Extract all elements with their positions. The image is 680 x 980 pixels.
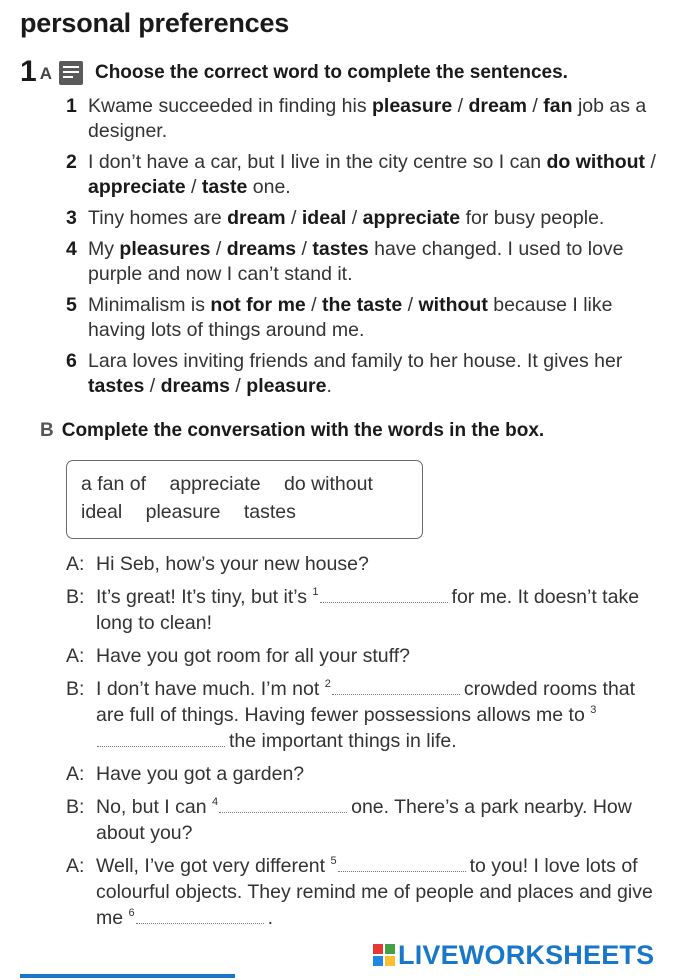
item-number: 6	[66, 350, 77, 372]
dialogue-line	[66, 551, 666, 577]
logo-square	[372, 943, 384, 955]
item-text	[88, 206, 666, 231]
sentence-text: /	[230, 375, 247, 397]
word-box-word: do without	[283, 473, 373, 495]
dialogue-text	[96, 761, 666, 787]
sentence-text: /	[527, 95, 544, 117]
answer-blank[interactable]	[332, 677, 460, 695]
item-number: 1	[66, 95, 77, 117]
sentence-text: Kwame succeeded in finding his	[88, 95, 372, 117]
part-a-instruction: Choose the correct word to complete the sentences.	[94, 62, 568, 83]
sentence-text: .	[267, 907, 274, 929]
dialogue-text	[96, 853, 666, 931]
word-option[interactable]: fan	[543, 95, 573, 117]
dialogue-text	[96, 643, 666, 669]
item-number: 3	[66, 207, 77, 229]
dialogue-line	[66, 584, 666, 636]
item-number: 5	[66, 294, 77, 316]
exercise-1a-header	[20, 56, 568, 88]
sentence-text: crowded rooms that are full of things. Having fewer possessions allows me to	[96, 678, 636, 726]
word-option[interactable]: taste	[201, 176, 248, 198]
sentence-text: for busy people.	[460, 207, 605, 229]
sentence-text: /	[346, 207, 363, 229]
dialogue-line	[66, 794, 666, 846]
word-option[interactable]: pleasure	[246, 375, 327, 397]
sentence-item	[66, 94, 666, 144]
sentence-text: the important things in life.	[229, 730, 457, 752]
word-option[interactable]: without	[418, 294, 488, 316]
sentence-text: /	[296, 238, 313, 260]
part-b-letter: B	[40, 420, 54, 441]
dialogue-line	[66, 676, 666, 754]
sentence-text: /	[185, 176, 202, 198]
logo-square	[372, 955, 384, 967]
word-box-word: tastes	[243, 501, 296, 523]
word-option[interactable]: ideal	[301, 207, 347, 229]
item-text	[88, 237, 666, 287]
speaker-label: A:	[66, 855, 85, 877]
sentence-item	[66, 206, 666, 231]
sentence-text: I don’t have a car, but I live in the city centre so I can	[88, 151, 547, 173]
sentence-text: because I like having lots of things around me.	[88, 294, 613, 341]
sentence-text: have changed. I used to love purple and now I can’t stand it.	[88, 238, 624, 285]
liveworksheets-logo-icon	[372, 943, 396, 967]
sentence-text: Minimalism is	[88, 294, 211, 316]
word-option[interactable]: dreams	[160, 375, 231, 397]
gap-number: 5	[330, 855, 337, 867]
item-number: 4	[66, 238, 77, 260]
sentence-text: job as a designer.	[88, 95, 647, 142]
part-b-header	[40, 420, 544, 442]
sentence-text: to you! I love lots of colourful objects. They remind me of people and places and give me	[96, 855, 653, 929]
part-a-letter: A	[39, 64, 52, 83]
liveworksheets-logo	[372, 940, 654, 970]
sentence-text: one. There’s a park nearby. How about you?	[96, 796, 632, 844]
word-option[interactable]: do without	[546, 151, 646, 173]
word-option[interactable]: dream	[227, 207, 286, 229]
word-option[interactable]: tastes	[88, 375, 145, 397]
sentence-text: Hi Seb, how’s your new house?	[96, 553, 369, 575]
part-b-instruction: Complete the conversation with the words in the box.	[61, 420, 545, 441]
exercise-number: 1	[20, 55, 37, 88]
sentence-text: My	[88, 238, 120, 260]
gap-number: 4	[211, 796, 219, 808]
speaker-label: A:	[66, 645, 85, 667]
sentence-text: .	[326, 375, 332, 397]
sentence-text: Have you got room for all your stuff?	[96, 645, 410, 667]
speaker-label: A:	[66, 763, 85, 785]
word-option[interactable]: appreciate	[88, 176, 186, 198]
word-option[interactable]: the taste	[322, 294, 403, 316]
part-a-items	[66, 94, 666, 405]
word-option[interactable]: pleasure	[372, 95, 453, 117]
item-number: 2	[66, 151, 77, 173]
word-box-word: ideal	[81, 501, 123, 523]
sentence-text: /	[305, 294, 323, 316]
dialogue-line	[66, 853, 666, 931]
sentence-text: /	[285, 207, 302, 229]
conversation	[66, 551, 666, 938]
item-text	[88, 94, 666, 144]
item-text	[88, 150, 666, 200]
sentence-item	[66, 237, 666, 287]
sentence-text: /	[452, 95, 469, 117]
word-option[interactable]: dream	[468, 95, 528, 117]
sentence-text: /	[210, 238, 227, 260]
word-option[interactable]: appreciate	[362, 207, 461, 229]
sentence-text: /	[402, 294, 419, 316]
dialogue-text	[96, 676, 666, 754]
speaker-label: B:	[66, 678, 85, 700]
answer-blank[interactable]	[136, 906, 264, 924]
dialogue-text	[96, 794, 666, 846]
sentence-text: Well, I’ve got very different	[96, 855, 331, 877]
answer-blank[interactable]	[338, 854, 466, 872]
answer-blank[interactable]	[320, 585, 448, 603]
bottom-accent-bar	[20, 974, 235, 978]
speaker-label: A:	[66, 553, 85, 575]
sentence-text: I don’t have much. I’m not	[96, 678, 325, 700]
dialogue-line	[66, 761, 666, 787]
logo-square	[384, 955, 396, 967]
gap-number: 6	[128, 907, 135, 919]
sentence-text: Lara loves inviting friends and family to her house. It gives her	[88, 350, 623, 372]
sentence-text: Tiny homes are	[88, 207, 228, 229]
sentence-text: /	[645, 151, 656, 173]
dialogue-line	[66, 643, 666, 669]
word-box	[66, 460, 423, 539]
sentence-text: It’s great! It’s tiny, but it’s	[96, 586, 313, 608]
answer-blank[interactable]	[97, 729, 225, 747]
sentence-text: for me. It doesn’t take long to clean!	[96, 586, 640, 634]
sentence-item	[66, 150, 666, 200]
word-option[interactable]: pleasures	[119, 238, 211, 260]
gap-number: 1	[312, 586, 319, 598]
sentence-text: /	[144, 375, 161, 397]
sentence-text: one.	[247, 176, 291, 198]
sentence-text: Have you got a garden?	[96, 763, 305, 785]
word-box-word: pleasure	[145, 501, 221, 523]
dialogue-text	[96, 584, 666, 636]
speaker-label: B:	[66, 796, 85, 818]
page-title: personal preferences	[20, 8, 290, 38]
item-text	[88, 349, 666, 399]
gap-number: 2	[324, 678, 331, 690]
logo-square	[384, 943, 396, 955]
gap-number: 3	[590, 704, 597, 716]
word-option[interactable]: not for me	[210, 294, 306, 316]
speaker-label: B:	[66, 586, 85, 608]
logo-text: LIVEWORKSHEETS	[398, 939, 655, 970]
sentence-item	[66, 349, 666, 399]
word-option[interactable]: dreams	[226, 238, 297, 260]
dialogue-text	[96, 551, 666, 577]
document-icon	[59, 61, 83, 85]
word-box-word: a fan of	[81, 473, 147, 495]
sentence-item	[66, 293, 666, 343]
answer-blank[interactable]	[219, 795, 347, 813]
word-box-word: appreciate	[169, 473, 261, 495]
item-text	[88, 293, 666, 343]
word-option[interactable]: tastes	[312, 238, 369, 260]
sentence-text: No, but I can	[96, 796, 212, 818]
